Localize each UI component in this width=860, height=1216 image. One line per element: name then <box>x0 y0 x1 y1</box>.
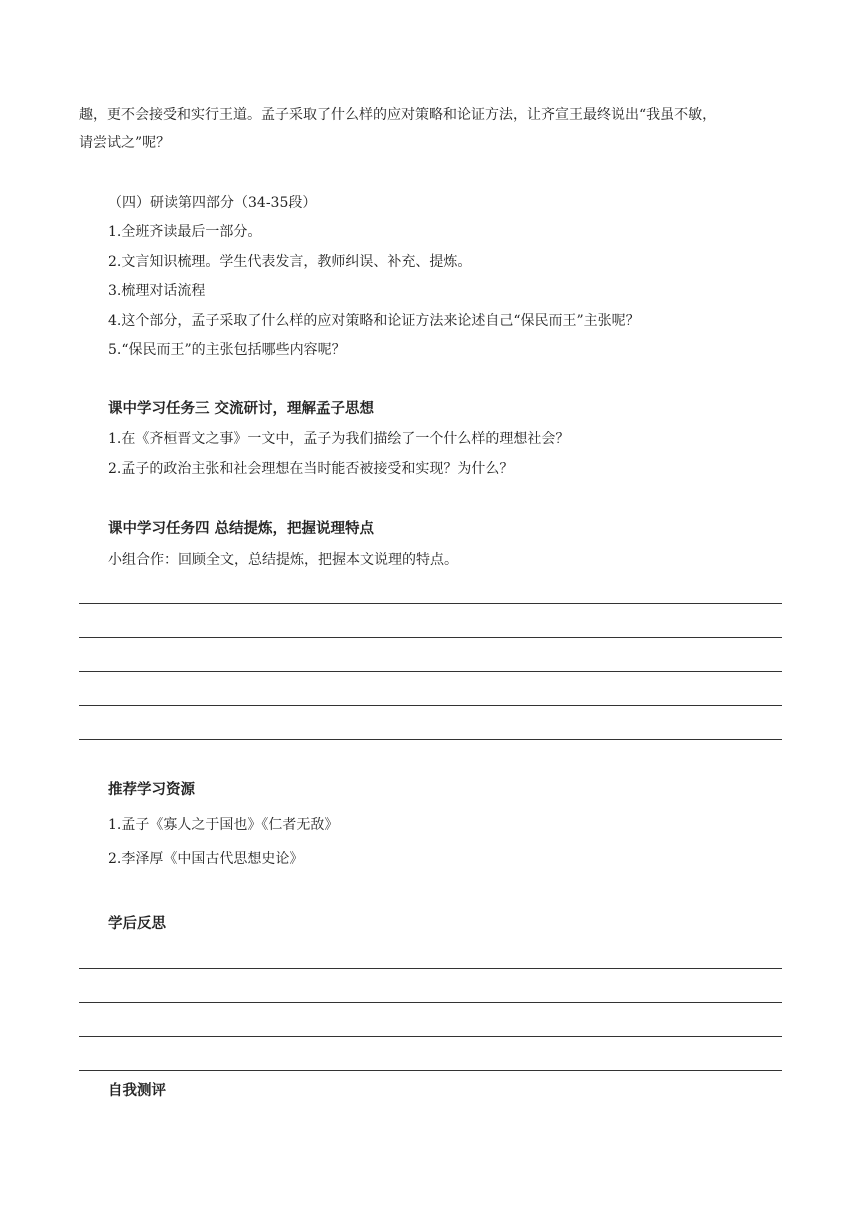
task3-item-2: 2.孟子的政治主张和社会理想在当时能否被接受和实现？为什么？ <box>108 461 514 477</box>
reflection-line <box>79 1002 782 1003</box>
part4-item-4: 4.这个部分，孟子采取了什么样的应对策略和论证方法来论述自己“保民而王”主张呢？ <box>108 313 640 329</box>
resource-item-2: 2.李泽厚《中国古代思想史论》 <box>108 851 304 867</box>
reflection-line <box>79 968 782 969</box>
part4-heading: （四）研读第四部分（34-35段） <box>108 195 317 211</box>
intro-line-1: 趣，更不会接受和实行王道。孟子采取了什么样的应对策略和论证方法，让齐宣王最终说出“我虽不敏， <box>79 107 717 123</box>
part4-item-5: 5.“保民而王”的主张包括哪些内容呢？ <box>108 342 346 358</box>
answer-line <box>79 671 782 672</box>
reflection-line <box>79 1036 782 1037</box>
part4-item-3: 3.梳理对话流程 <box>108 283 206 299</box>
part4-item-1: 1.全班齐读最后一部分。 <box>108 224 262 240</box>
task4-instruction: 小组合作：回顾全文，总结提炼，把握本文说理的特点。 <box>108 552 458 568</box>
reflection-heading: 学后反思 <box>108 916 166 932</box>
answer-line <box>79 603 782 604</box>
task4-heading: 课中学习任务四 总结提炼，把握说理特点 <box>108 521 375 537</box>
resources-heading: 推荐学习资源 <box>108 782 195 798</box>
answer-line <box>79 637 782 638</box>
task3-heading: 课中学习任务三 交流研讨，理解孟子思想 <box>108 401 375 417</box>
self-eval-heading: 自我测评 <box>108 1083 166 1099</box>
reflection-line <box>79 1070 782 1071</box>
intro-line-2: 请尝试之”呢？ <box>79 135 171 151</box>
resource-item-1: 1.孟子《寡人之于国也》《仁者无敌》 <box>108 817 339 833</box>
answer-line <box>79 739 782 740</box>
task3-item-1: 1.在《齐桓晋文之事》一文中，孟子为我们描绘了一个什么样的理想社会？ <box>108 431 570 447</box>
part4-item-2: 2.文言知识梳理。学生代表发言，教师纠误、补充、提炼。 <box>108 254 472 270</box>
answer-line <box>79 705 782 706</box>
